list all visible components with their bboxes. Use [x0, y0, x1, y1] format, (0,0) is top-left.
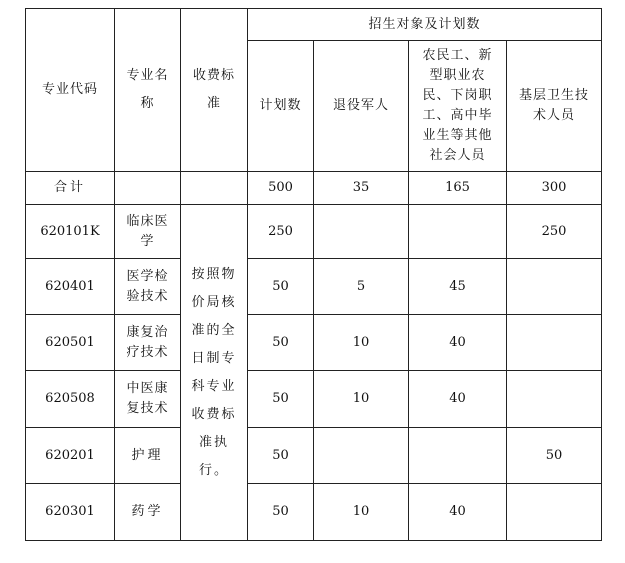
enrollment-plan-table — [25, 8, 602, 541]
row-name: 中医康复技术 — [115, 371, 181, 428]
row-code: 620201 — [26, 428, 115, 484]
table-row — [26, 428, 602, 484]
header-row-1 — [26, 9, 602, 41]
row-veterans — [314, 428, 409, 484]
total-veterans: 35 — [314, 172, 409, 205]
row-veterans: 10 — [314, 371, 409, 428]
header-group-title: 招生对象及计划数 — [248, 9, 602, 41]
row-code: 620101K — [26, 205, 115, 259]
fee-note: 按照物价局核准的全日制专科专业收费标准执行。 — [181, 205, 248, 541]
total-row — [26, 172, 602, 205]
row-name: 康复治疗技术 — [115, 315, 181, 371]
row-name: 护理 — [115, 428, 181, 484]
row-health — [507, 484, 602, 541]
row-farmers — [409, 205, 507, 259]
row-health — [507, 371, 602, 428]
row-plan: 50 — [248, 371, 314, 428]
row-plan: 50 — [248, 428, 314, 484]
table-row — [26, 484, 602, 541]
header-plan: 计划数 — [248, 41, 314, 172]
row-plan: 250 — [248, 205, 314, 259]
header-fee: 收费标准 — [181, 9, 248, 172]
row-plan: 50 — [248, 259, 314, 315]
row-farmers: 40 — [409, 484, 507, 541]
total-farmers: 165 — [409, 172, 507, 205]
header-farmers: 农民工、新型职业农民、下岗职工、高中毕业生等其他社会人员 — [409, 41, 507, 172]
row-farmers: 40 — [409, 315, 507, 371]
row-farmers: 45 — [409, 259, 507, 315]
row-health: 250 — [507, 205, 602, 259]
row-name: 药学 — [115, 484, 181, 541]
total-empty-fee — [181, 172, 248, 205]
total-health: 300 — [507, 172, 602, 205]
header-health: 基层卫生技术人员 — [507, 41, 602, 172]
row-farmers — [409, 428, 507, 484]
row-health — [507, 259, 602, 315]
row-veterans: 10 — [314, 315, 409, 371]
row-veterans: 5 — [314, 259, 409, 315]
row-name: 临床医学 — [115, 205, 181, 259]
row-veterans: 10 — [314, 484, 409, 541]
row-name: 医学检验技术 — [115, 259, 181, 315]
total-label: 合计 — [26, 172, 115, 205]
table-row — [26, 371, 602, 428]
header-code: 专业代码 — [26, 9, 115, 172]
row-farmers: 40 — [409, 371, 507, 428]
row-code: 620301 — [26, 484, 115, 541]
table-row — [26, 259, 602, 315]
header-veterans: 退役军人 — [314, 41, 409, 172]
row-plan: 50 — [248, 484, 314, 541]
total-plan: 500 — [248, 172, 314, 205]
total-empty-name — [115, 172, 181, 205]
row-code: 620508 — [26, 371, 115, 428]
header-name: 专业名称 — [115, 9, 181, 172]
row-health: 50 — [507, 428, 602, 484]
table-row — [26, 205, 602, 259]
table-row — [26, 315, 602, 371]
row-plan: 50 — [248, 315, 314, 371]
row-code: 620501 — [26, 315, 115, 371]
row-veterans — [314, 205, 409, 259]
row-code: 620401 — [26, 259, 115, 315]
row-health — [507, 315, 602, 371]
